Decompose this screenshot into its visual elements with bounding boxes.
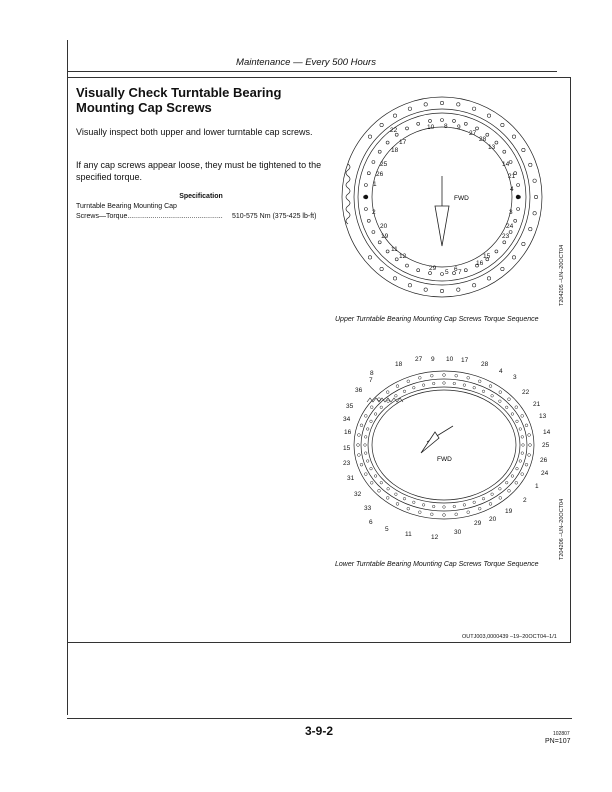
lower-sequence-label: 28 — [481, 361, 489, 368]
inner-bolt-hole — [491, 493, 494, 496]
inner-bolt-hole — [464, 122, 467, 125]
upper-sequence-label: 16 — [476, 260, 484, 267]
outer-bolt-hole — [455, 513, 458, 516]
upper-sequence-label: 13 — [488, 144, 496, 151]
lower-sequence-label: 7 — [369, 377, 373, 384]
outer-bolt-hole — [443, 374, 446, 377]
outer-bolt-hole — [478, 507, 481, 510]
lower-caption: Lower Turntable Bearing Mounting Cap Screws Torque Sequence — [335, 561, 539, 568]
lower-sequence-label: 33 — [364, 505, 372, 512]
inner-bolt-hole — [463, 384, 466, 387]
header-rule — [67, 71, 557, 72]
upper-sequence-label: 25 — [380, 161, 388, 168]
inner-bolt-hole — [366, 460, 369, 463]
page-number: 3-9-2 — [305, 724, 334, 738]
upper-sequence-label: 1 — [373, 181, 377, 188]
upper-figure-tag: T204205 –UN–20OCT04 — [559, 244, 565, 306]
lower-sequence-label: 27 — [415, 356, 423, 363]
inner-bolt-hole — [406, 264, 409, 267]
inner-bolt-hole — [453, 119, 456, 122]
inner-bolt-hole — [499, 400, 502, 403]
upper-sequence-label: 21 — [508, 173, 516, 180]
inner-bolt-hole — [505, 481, 508, 484]
outer-bolt-hole — [508, 489, 511, 492]
lower-sequence-label: 16 — [344, 429, 352, 436]
lower-inner-holes — [364, 382, 525, 509]
outer-bolt-hole — [534, 195, 537, 198]
lower-sequence-label: 3 — [513, 374, 517, 381]
inner-bolt-hole — [473, 386, 476, 389]
outer-bolt-hole — [457, 288, 460, 291]
lower-sequence-label: 35 — [346, 403, 354, 410]
lower-sequence-label: 11 — [405, 531, 412, 538]
inner-bolt-hole — [432, 382, 435, 385]
lower-sequence-label: 34 — [343, 416, 351, 423]
outer-bolt-hole — [424, 103, 427, 106]
outer-bolt-hole — [529, 163, 532, 166]
spec-value: 510-575 Nm (375-425 lb-ft) — [232, 213, 317, 220]
outer-bolt-hole — [472, 284, 475, 287]
inner-bolt-hole — [386, 141, 389, 144]
inner-bolt-hole — [387, 400, 390, 403]
inner-bolt-hole — [367, 172, 370, 175]
inner-bolt-hole — [511, 475, 514, 478]
outer-bolt-hole — [368, 256, 371, 259]
page-title: Visually Check Turntable Bearing Mounting Cap Screws — [76, 85, 282, 115]
outer-bolt-hole — [521, 473, 524, 476]
upper-sequence-label: 14 — [502, 161, 510, 168]
outer-bolt-hole — [487, 114, 490, 117]
inner-bolt-hole — [429, 119, 432, 122]
upper-sequence-label: 7 — [458, 269, 462, 276]
lower-outer-holes — [357, 374, 532, 517]
inner-bolt-hole — [378, 241, 381, 244]
inner-bolt-hole — [514, 219, 517, 222]
lower-sequence-label: 31 — [347, 475, 355, 482]
inner-bolt-hole — [509, 161, 512, 164]
upper-sequence-labels — [372, 123, 516, 276]
outer-bolt-hole — [525, 424, 528, 427]
lower-sequence-label: 4 — [499, 368, 503, 375]
inner-bolt-hole — [517, 208, 520, 211]
outer-bolt-hole — [364, 415, 367, 418]
outer-bolt-hole — [478, 380, 481, 383]
inner-bolt-hole — [395, 395, 398, 398]
reference-code: OUTJ003,0000439 –19–20OCT04–1/1 — [462, 634, 557, 640]
lower-sequence-label: 13 — [539, 413, 547, 420]
inner-bolt-hole — [443, 382, 446, 385]
upper-right-marker — [516, 195, 520, 199]
inner-bolt-hole — [417, 269, 420, 272]
inner-bolt-hole — [374, 413, 377, 416]
inner-bolt-hole — [464, 269, 467, 272]
lower-fwd-arrow — [421, 426, 453, 453]
inner-bolt-hole — [364, 208, 367, 211]
lower-fwd-label: FWD — [437, 456, 452, 463]
inner-bolt-hole — [372, 231, 375, 234]
outer-bolt-hole — [508, 398, 511, 401]
outer-bolt-hole — [378, 489, 381, 492]
lower-sequence-label: 2 — [523, 497, 527, 504]
inner-bolt-hole — [521, 436, 524, 439]
inner-bolt-hole — [516, 420, 519, 423]
outer-bolt-hole — [467, 376, 470, 379]
upper-sequence-label: 5 — [445, 269, 449, 276]
inner-bolt-hole — [511, 413, 514, 416]
inner-bolt-hole — [422, 384, 425, 387]
outer-bolt-hole — [386, 391, 389, 394]
inner-bolt-hole — [473, 501, 476, 504]
inner-bolt-hole — [482, 390, 485, 393]
inner-bolt-hole — [367, 219, 370, 222]
outer-bolt-hole — [396, 503, 399, 506]
spec-line1: Turntable Bearing Mounting Cap — [76, 203, 177, 210]
inner-bolt-hole — [453, 505, 456, 508]
lower-sequence-label: 24 — [541, 470, 549, 477]
outer-bolt-hole — [440, 101, 443, 104]
outer-bolt-hole — [370, 406, 373, 409]
outer-bolt-hole — [370, 481, 373, 484]
inner-bolt-hole — [516, 467, 519, 470]
outer-bolt-hole — [357, 444, 360, 447]
outer-bolt-hole — [512, 135, 515, 138]
outer-bolt-hole — [360, 424, 363, 427]
lower-figure-tag: T204206 –UN–20OCT04 — [559, 498, 565, 560]
lower-sequence-label: 17 — [461, 357, 469, 364]
outer-bolt-hole — [408, 107, 411, 110]
outer-bolt-hole — [489, 503, 492, 506]
outer-bolt-hole — [521, 415, 524, 418]
outer-bolt-hole — [443, 514, 446, 517]
inner-bolt-hole — [505, 406, 508, 409]
outer-bolt-hole — [515, 481, 518, 484]
outer-bolt-hole — [380, 123, 383, 126]
inner-bolt-hole — [364, 184, 367, 187]
upper-sequence-label: 3 — [509, 209, 513, 216]
upper-sequence-label: 19 — [381, 233, 389, 240]
inner-bolt-hole — [495, 250, 498, 253]
inner-bolt-hole — [521, 452, 524, 455]
lower-sequence-label: 1 — [535, 483, 539, 490]
outer-bolt-hole — [467, 511, 470, 514]
lower-sequence-label: 10 — [446, 356, 454, 363]
lower-sequence-label: 18 — [395, 361, 403, 368]
upper-sequence-label: 22 — [390, 127, 398, 134]
outer-bolt-hole — [472, 107, 475, 110]
outer-bolt-hole — [440, 289, 443, 292]
lower-sequence-label: 8 — [370, 370, 374, 377]
upper-sequence-label: 15 — [483, 253, 491, 260]
inner-bolt-hole — [378, 150, 381, 153]
inner-bolt-hole — [517, 184, 520, 187]
upper-sequence-label: 9 — [457, 124, 461, 131]
outer-bolt-hole — [430, 374, 433, 377]
outer-bolt-hole — [360, 463, 363, 466]
inner-bolt-hole — [509, 231, 512, 234]
inner-bolt-hole — [364, 452, 367, 455]
upper-sequence-label: 8 — [444, 123, 448, 130]
lower-sequence-label: 26 — [540, 457, 548, 464]
outer-bolt-hole — [396, 385, 399, 388]
inner-bolt-hole — [519, 428, 522, 431]
inner-bolt-hole — [380, 406, 383, 409]
upper-fwd-label: FWD — [454, 195, 469, 202]
outer-bolt-hole — [522, 148, 525, 151]
inner-bolt-hole — [366, 428, 369, 431]
lower-sequence-label: 21 — [533, 401, 541, 408]
inner-bolt-hole — [443, 506, 446, 509]
upper-bearing-diagram — [336, 88, 560, 313]
lower-sequence-label: 6 — [369, 519, 373, 526]
lower-sequence-label: 30 — [454, 529, 462, 536]
spec-line2: Screws—Torque................................................. — [76, 213, 223, 220]
outer-bolt-hole — [358, 454, 361, 457]
lower-ring-outline — [354, 371, 534, 519]
outer-bolt-hole — [386, 497, 389, 500]
outer-bolt-hole — [418, 511, 421, 514]
inner-bolt-hole — [503, 150, 506, 153]
inner-bolt-hole — [486, 133, 489, 136]
outer-bolt-hole — [408, 284, 411, 287]
section-header: Maintenance — Every 500 Hours — [236, 57, 376, 68]
upper-gear-teeth — [346, 164, 350, 224]
outer-bolt-hole — [515, 406, 518, 409]
inner-bolt-hole — [519, 460, 522, 463]
outer-bolt-hole — [455, 374, 458, 377]
outer-bolt-hole — [528, 454, 531, 457]
outer-bolt-hole — [533, 212, 536, 215]
inner-bolt-hole — [491, 395, 494, 398]
upper-sequence-label: 2 — [372, 209, 376, 216]
inner-bolt-hole — [370, 420, 373, 423]
outer-bolt-hole — [378, 398, 381, 401]
inner-bolt-hole — [403, 497, 406, 500]
outer-bolt-hole — [368, 135, 371, 138]
pn-number: PN=107 — [545, 738, 571, 745]
outer-bolt-hole — [457, 103, 460, 106]
inner-bolt-hole — [422, 504, 425, 507]
inner-bolt-hole — [441, 119, 444, 122]
upper-sequence-label: 4 — [510, 186, 514, 193]
inner-bolt-hole — [413, 386, 416, 389]
outer-bolt-hole — [407, 507, 410, 510]
lower-sequence-label: 32 — [354, 491, 362, 498]
inner-bolt-hole — [364, 436, 367, 439]
lower-sequence-labels — [343, 356, 551, 540]
upper-sequence-label: 20 — [380, 223, 388, 230]
outer-bolt-hole — [489, 385, 492, 388]
outer-bolt-hole — [407, 380, 410, 383]
spec-heading: Specification — [179, 193, 223, 200]
outer-bolt-hole — [487, 277, 490, 280]
torque-paragraph: If any cap screws appear loose, they must be tightened to the specified torque. — [76, 160, 322, 182]
upper-fwd-arrow — [435, 176, 449, 246]
upper-sequence-label: 27 — [469, 130, 477, 137]
outer-bolt-hole — [533, 179, 536, 182]
lower-sequence-label: 9 — [431, 356, 435, 363]
inner-bolt-hole — [417, 122, 420, 125]
lower-sequence-label: 15 — [343, 445, 351, 452]
inner-bolt-hole — [406, 127, 409, 130]
upper-sequence-label: 29 — [429, 265, 437, 272]
inner-bolt-hole — [372, 161, 375, 164]
lower-sequence-label: 5 — [385, 526, 389, 533]
inspect-paragraph: Visually inspect both upper and lower turntable cap screws. — [76, 127, 313, 137]
upper-sequence-label: 18 — [391, 147, 399, 154]
lower-sequence-label: 29 — [474, 520, 482, 527]
footer-rule — [67, 718, 572, 719]
inner-bolt-hole — [413, 501, 416, 504]
lower-sequence-label: 19 — [505, 508, 513, 515]
upper-left-marker — [364, 195, 368, 199]
upper-sequence-label: 10 — [427, 124, 435, 131]
inner-bolt-hole — [522, 444, 525, 447]
upper-sequence-label: 26 — [376, 171, 384, 178]
outer-bolt-hole — [424, 288, 427, 291]
outer-bolt-hole — [393, 277, 396, 280]
outer-bolt-hole — [529, 227, 532, 230]
inner-bolt-hole — [453, 382, 456, 385]
outer-bolt-hole — [499, 497, 502, 500]
outer-bolt-hole — [501, 267, 504, 270]
inner-bolt-hole — [503, 241, 506, 244]
lower-sequence-label: 12 — [431, 534, 439, 540]
outer-bolt-hole — [358, 434, 361, 437]
upper-sequence-label: 6 — [454, 266, 458, 273]
outer-bolt-hole — [364, 473, 367, 476]
inner-bolt-hole — [395, 258, 398, 261]
inner-bolt-hole — [364, 444, 367, 447]
inner-bolt-hole — [403, 390, 406, 393]
inner-bolt-hole — [387, 488, 390, 491]
outer-bolt-hole — [512, 256, 515, 259]
inner-bolt-hole — [374, 475, 377, 478]
upper-sequence-label: 17 — [399, 139, 407, 146]
inner-bolt-hole — [386, 250, 389, 253]
inner-bolt-hole — [499, 488, 502, 491]
lower-sequence-label: 22 — [522, 389, 530, 396]
inner-bolt-hole — [432, 505, 435, 508]
upper-sequence-label: 24 — [506, 223, 514, 230]
inner-bolt-hole — [441, 273, 444, 276]
outer-bolt-hole — [525, 463, 528, 466]
lower-sequence-label: 14 — [543, 429, 551, 436]
inner-bolt-hole — [482, 497, 485, 500]
doc-number: 102807 — [553, 731, 570, 737]
inner-bolt-hole — [495, 141, 498, 144]
upper-sequence-label: 12 — [399, 253, 407, 260]
lower-sequence-label: 36 — [355, 387, 363, 394]
outer-bolt-hole — [380, 267, 383, 270]
outer-bolt-hole — [501, 123, 504, 126]
outer-bolt-hole — [393, 114, 396, 117]
upper-sequence-label: 11 — [391, 246, 398, 253]
upper-sequence-label: 28 — [479, 136, 487, 143]
outer-bolt-hole — [418, 376, 421, 379]
upper-caption: Upper Turntable Bearing Mounting Cap Screws Torque Sequence — [335, 316, 539, 323]
inner-bolt-hole — [380, 481, 383, 484]
lower-sequence-label: 23 — [343, 460, 351, 467]
outer-bolt-hole — [528, 434, 531, 437]
outer-bolt-hole — [499, 391, 502, 394]
inner-bolt-hole — [429, 272, 432, 275]
inner-bolt-hole — [463, 504, 466, 507]
outer-bolt-hole — [529, 444, 532, 447]
outer-bolt-hole — [522, 242, 525, 245]
upper-sequence-label: 23 — [502, 233, 510, 240]
inner-bolt-hole — [370, 467, 373, 470]
lower-bearing-diagram — [335, 350, 559, 540]
lower-sequence-label: 20 — [489, 516, 497, 523]
lower-sequence-label: 25 — [542, 442, 550, 449]
outer-bolt-hole — [430, 513, 433, 516]
inner-bolt-hole — [395, 493, 398, 496]
